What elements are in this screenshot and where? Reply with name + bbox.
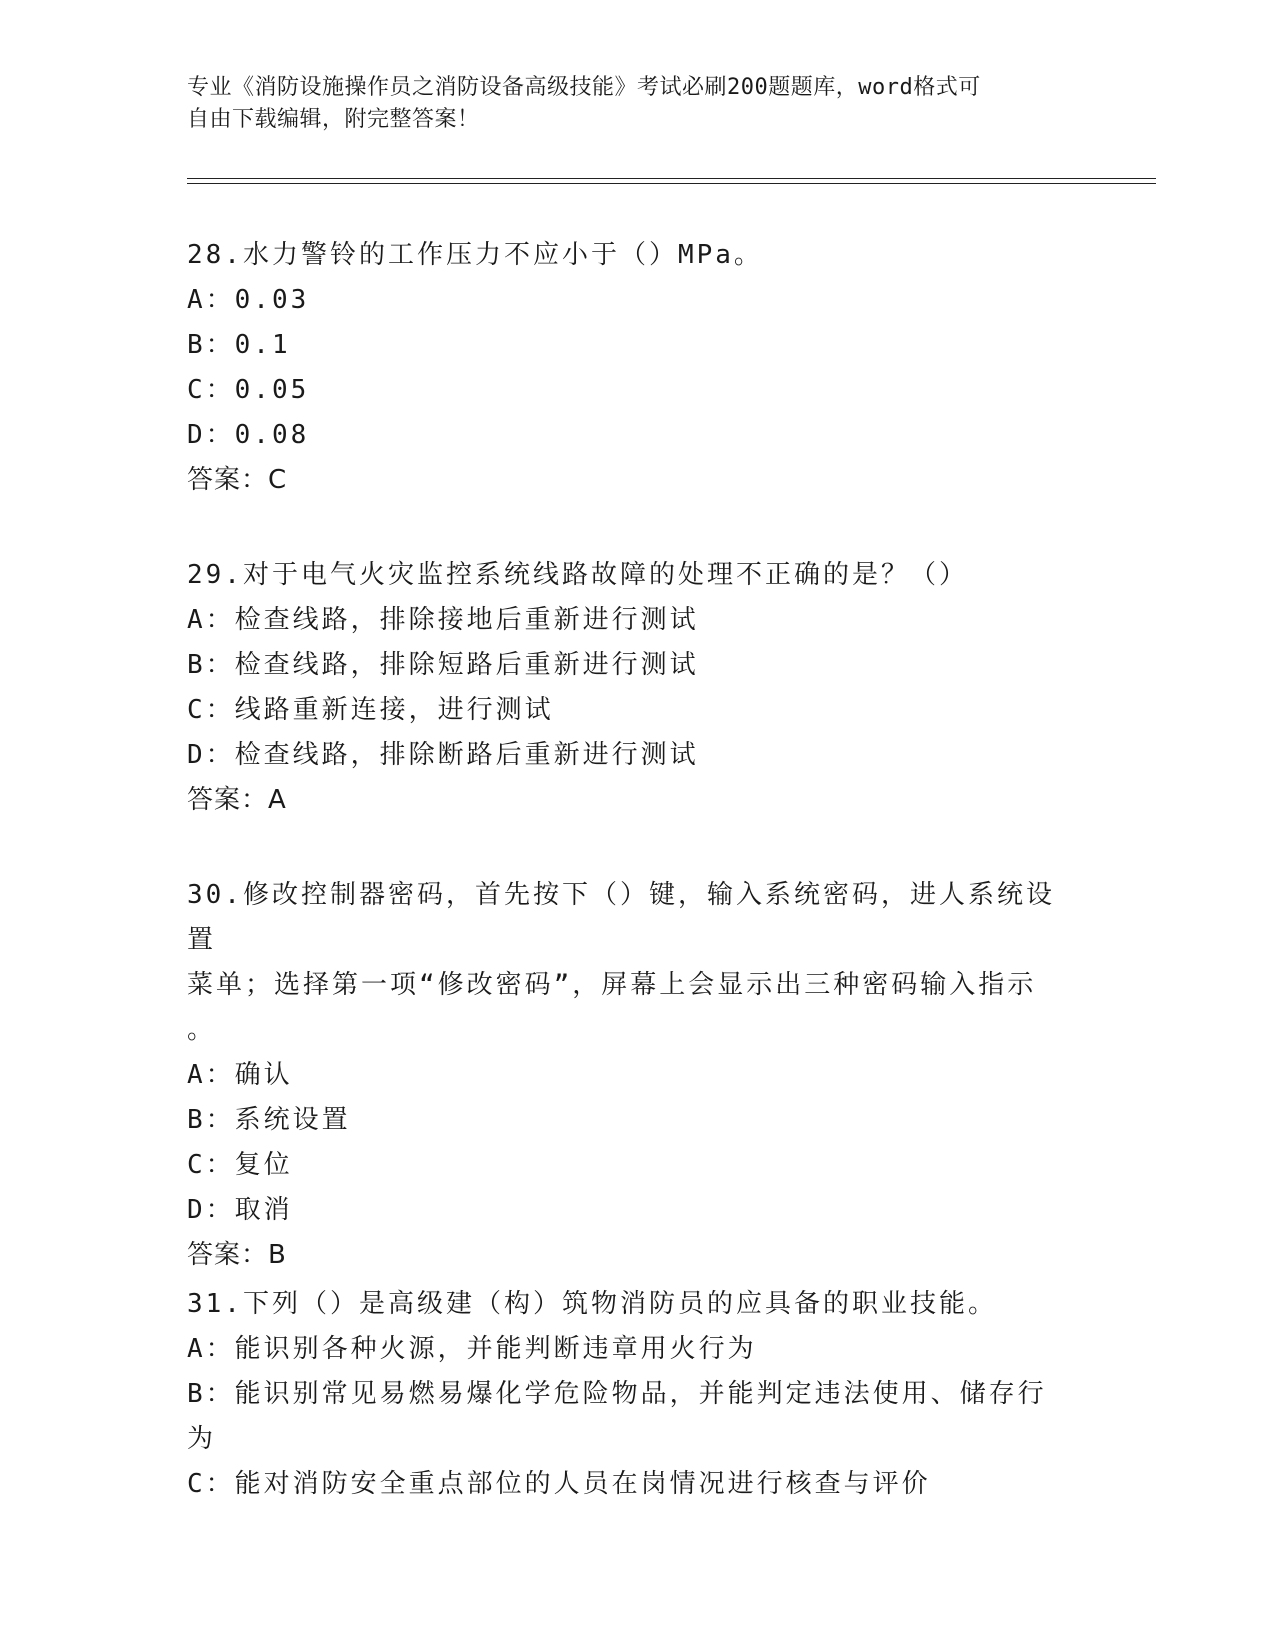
document-header (187, 72, 1067, 136)
question-28 (187, 233, 1067, 503)
header-line: 专业《消防设施操作员之消防设备高级技能》考试必刷200题题库，word格式可 (187, 75, 981, 100)
option-d: D：0.08 (187, 420, 310, 450)
option-a: A：检查线路，排除接地后重新进行测试 (187, 605, 699, 635)
option-b: B：能识别常见易燃易爆化学危险物品，并能判定违法使用、储存行为 (187, 1379, 1047, 1454)
option-c: C：复位 (187, 1150, 293, 1180)
option-b: B：0.1 (187, 330, 291, 360)
question-stem: 28.水力警铃的工作压力不应小于（）MPa。 (187, 240, 763, 270)
question-29 (187, 553, 1067, 823)
option-d: D：取消 (187, 1195, 293, 1225)
option-a: A：0.03 (187, 285, 310, 315)
option-c: C：0.05 (187, 375, 310, 405)
question-stem: 31.下列（）是高级建（构）筑物消防员的应具备的职业技能。 (187, 1289, 997, 1319)
question-30 (187, 873, 1067, 1278)
header-line: 自由下载编辑，附完整答案！ (187, 107, 480, 132)
header-divider (187, 183, 1156, 184)
option-b: B：检查线路，排除短路后重新进行测试 (187, 650, 699, 680)
question-stem-line: 菜单；选择第一项“修改密码”，屏幕上会显示出三种密码输入指示 (187, 970, 1037, 1000)
question-stem-line: 。 (187, 1015, 217, 1045)
answer: 答案：C (187, 465, 288, 495)
option-a: A：能识别各种火源，并能判断违章用火行为 (187, 1334, 757, 1364)
question-31 (187, 1282, 1067, 1507)
option-a: A：确认 (187, 1060, 293, 1090)
option-c: C：能对消防安全重点部位的人员在岗情况进行核查与评价 (187, 1469, 931, 1499)
option-d: D：检查线路，排除断路后重新进行测试 (187, 740, 699, 770)
answer: 答案：A (187, 785, 287, 815)
option-c: C：线路重新连接，进行测试 (187, 695, 554, 725)
option-b: B：系统设置 (187, 1105, 351, 1135)
question-stem-line: 30.修改控制器密码，首先按下（）键，输入系统密码，进人系统设置 (187, 880, 1055, 955)
answer: 答案：B (187, 1240, 287, 1270)
header-divider (187, 178, 1156, 179)
question-stem: 29.对于电气火灾监控系统线路故障的处理不正确的是？（） (187, 560, 968, 590)
